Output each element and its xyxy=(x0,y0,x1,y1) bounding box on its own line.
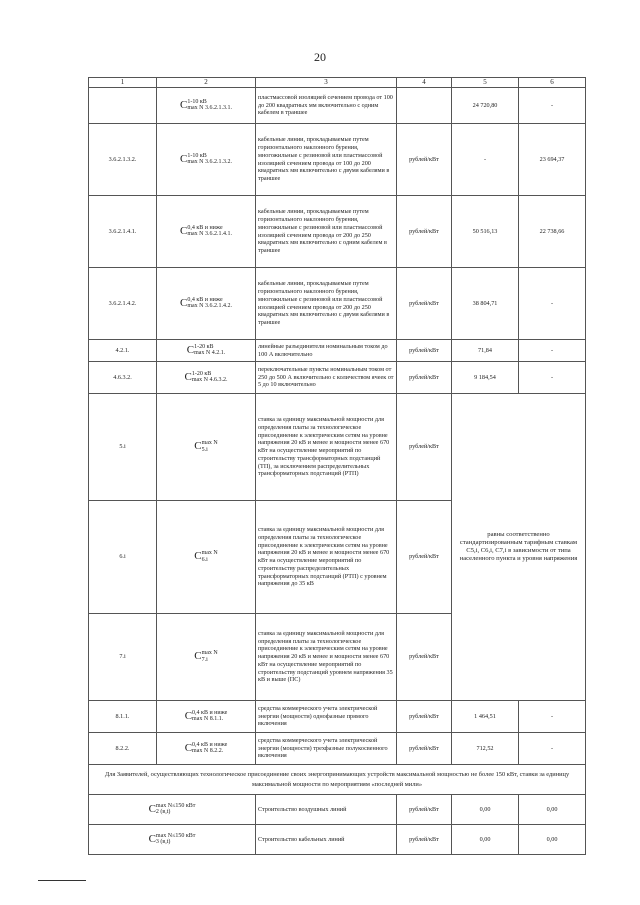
header-cell: 2 xyxy=(157,78,256,88)
unit-cell: рублей/кВт xyxy=(397,196,452,268)
item-description: Строительство воздушных линий xyxy=(256,795,397,825)
header-row xyxy=(89,78,586,88)
symbol-subscript: max N 8.2.2. xyxy=(192,748,224,755)
item-description: переключательные пункты номинальным током от 250 до 500 А включительно с количеством ячеек от 5 до 10 включительно xyxy=(256,362,397,394)
symbol-superscript: 0,4 кВ и ниже xyxy=(192,709,228,716)
value-cell: - xyxy=(452,124,519,196)
symbol-superscript: max N xyxy=(201,440,218,447)
table-row xyxy=(89,701,586,733)
value-cell: 0,00 xyxy=(452,795,519,825)
footnote-rule xyxy=(38,880,86,881)
table-row xyxy=(89,88,586,124)
symbol-superscript: max N≤150 кВт xyxy=(155,833,196,840)
symbol-subscript: 6.i xyxy=(201,556,208,563)
item-description: средства коммерческого учета электрической энергии (мощности) однофазные прямого включения xyxy=(256,701,397,733)
table-row xyxy=(89,795,586,825)
header-cell: 3 xyxy=(256,78,397,88)
item-number: 5.i xyxy=(89,394,157,501)
unit-cell: рублей/кВт xyxy=(397,362,452,394)
rate-symbol: Cmax N≤150 кВт 2 (в,t) xyxy=(89,795,256,825)
value-cell: 9 184,54 xyxy=(452,362,519,394)
item-number: 6.i xyxy=(89,501,157,614)
rate-symbol: C0,4 кВ и ниже max N 3.6.2.1.4.2. xyxy=(157,268,256,340)
header-cell: 1 xyxy=(89,78,157,88)
value-cell: 0,00 xyxy=(519,825,586,855)
item-number: 7.i xyxy=(89,614,157,701)
symbol-subscript: max N 4.2.1. xyxy=(194,350,226,357)
symbol-superscript: 0,4 кВ и ниже xyxy=(187,224,223,231)
symbol-superscript: 1-20 кВ xyxy=(194,343,214,350)
symbol-superscript: max N≤150 кВт xyxy=(155,803,196,810)
unit-cell: рублей/кВт xyxy=(397,701,452,733)
symbol-subscript: 7.i xyxy=(201,656,208,663)
symbol-subscript: max N 3.6.2.1.4.1. xyxy=(187,231,232,238)
table-row xyxy=(89,825,586,855)
symbol-subscript: max N 3.6.2.1.4.2. xyxy=(187,303,232,310)
symbol-subscript: max N 3.6.2.1.3.1. xyxy=(187,105,232,112)
unit-cell xyxy=(397,88,452,124)
value-cell: - xyxy=(519,701,586,733)
symbol-superscript: 0,4 кВ и ниже xyxy=(187,296,223,303)
symbol-superscript: max N xyxy=(201,650,218,657)
table-row xyxy=(89,394,586,501)
table-row xyxy=(89,733,586,765)
table-row xyxy=(89,268,586,340)
item-description: кабельные линии, прокладываемые путем горизонтального наклонного бурения, многожильные с резиновой или пластмассовой изоляцией сечением провода от 100 до 200 квадратных мм включительно с двумя кабелями в траншее xyxy=(256,124,397,196)
item-description: Строительство кабельных линий xyxy=(256,825,397,855)
symbol-subscript: 3 (в,t) xyxy=(155,839,171,846)
item-description: ставка за единицу максимальной мощности для определения платы за технологическое присоединение к электрическим сетям на уровне напряжения 20 кВ и менее и мощности менее 670 кВт на осуществление мероприятий по строительству трансформаторных подстанций (ТП), за исключением распределительных трансформаторных подстанций (РТП) xyxy=(256,394,397,501)
symbol-subscript: 2 (в,t) xyxy=(155,809,171,816)
unit-cell: рублей/кВт xyxy=(397,501,452,614)
item-description: кабельные линии, прокладываемые путем горизонтального наклонного бурения, многожильные с резиновой или пластмассовой изоляцией сечением провода от 200 до 250 квадратных мм включительно с двумя кабелями в траншее xyxy=(256,268,397,340)
symbol-subscript: max N 3.6.2.1.3.2. xyxy=(187,159,232,166)
unit-cell: рублей/кВт xyxy=(397,795,452,825)
value-cell: - xyxy=(519,733,586,765)
item-description: пластмассовой изоляцией сечением провода от 100 до 200 квадратных мм включительно с одним кабелем в траншее xyxy=(256,88,397,124)
symbol-superscript: 1-10 кВ xyxy=(187,98,207,105)
item-description: средства коммерческого учета электрической энергии (мощности) трехфазные полукосвенного включения xyxy=(256,733,397,765)
value-cell: 24 720,80 xyxy=(452,88,519,124)
item-description: ставка за единицу максимальной мощности для определения платы за технологическое присоединение к электрическим сетям на уровне напряжения 20 кВ и менее и мощности менее 670 кВт на осуществление мероприятий по строительству распределительных трансформаторных подстанций (РТП) с уровнем напряжения до 35 кВ xyxy=(256,501,397,614)
value-cell: 712,52 xyxy=(452,733,519,765)
unit-cell: рублей/кВт xyxy=(397,825,452,855)
symbol-superscript: max N xyxy=(201,550,218,557)
value-cell: 22 738,66 xyxy=(519,196,586,268)
rate-symbol: C1-10 кВ max N 3.6.2.1.3.2. xyxy=(157,124,256,196)
header-cell: 6 xyxy=(519,78,586,88)
value-cell: 71,84 xyxy=(452,340,519,362)
note-row xyxy=(89,765,586,795)
last-mile-note: Для Заявителей, осуществляющих технологическое присоединение своих энергопринимающих устройств максимальной мощностью не более 150 кВт, ставки за единицу максимальной мощности по мероприятиям «последней мили» xyxy=(89,765,586,795)
symbol-superscript: 1-10 кВ xyxy=(187,152,207,159)
tariff-table xyxy=(88,77,586,855)
value-cell: 0,00 xyxy=(452,825,519,855)
rate-symbol: C0,4 кВ и ниже max N 8.2.2. xyxy=(157,733,256,765)
symbol-subscript: 5.i xyxy=(201,446,208,453)
item-number: 3.6.2.1.4.2. xyxy=(89,268,157,340)
value-cell: 38 804,71 xyxy=(452,268,519,340)
unit-cell: рублей/кВт xyxy=(397,124,452,196)
item-number: 3.6.2.1.3.2. xyxy=(89,124,157,196)
rate-symbol: C1-10 кВ max N 3.6.2.1.3.1. xyxy=(157,88,256,124)
table-row xyxy=(89,362,586,394)
rate-symbol: Cmax N 6.i xyxy=(157,501,256,614)
symbol-subscript: max N 4.6.3.2. xyxy=(191,377,228,384)
rate-symbol: Cmax N 5.i xyxy=(157,394,256,501)
table-row xyxy=(89,124,586,196)
item-number: 8.1.1. xyxy=(89,701,157,733)
unit-cell: рублей/кВт xyxy=(397,268,452,340)
item-description: кабельные линии, прокладываемые путем горизонтального наклонного бурения, многожильные с резиновой или пластмассовой изоляцией сечением провода от 200 до 250 квадратных мм включительно с одним кабелем в траншее xyxy=(256,196,397,268)
item-number xyxy=(89,88,157,124)
rate-symbol: C1-20 кВ max N 4.2.1. xyxy=(157,340,256,362)
item-number: 8.2.2. xyxy=(89,733,157,765)
header-cell: 5 xyxy=(452,78,519,88)
rate-symbol: C1-20 кВ max N 4.6.3.2. xyxy=(157,362,256,394)
item-description: линейные разъединители номинальным током до 100 А включительно xyxy=(256,340,397,362)
header-cell: 4 xyxy=(397,78,452,88)
table-row xyxy=(89,196,586,268)
value-cell: 50 516,13 xyxy=(452,196,519,268)
value-cell: - xyxy=(519,268,586,340)
item-number: 4.6.3.2. xyxy=(89,362,157,394)
page-number: 20 xyxy=(314,50,326,64)
unit-cell: рублей/кВт xyxy=(397,340,452,362)
item-description: ставка за единицу максимальной мощности для определения платы за технологическое присоединение к электрическим сетям на уровне напряжения 20 кВ и менее и мощности менее 670 кВт на осуществление мероприятий по строительству подстанций уровнем напряжения 35 кВ и выше (ПС) xyxy=(256,614,397,701)
symbol-superscript: 0,4 кВ и ниже xyxy=(192,741,228,748)
unit-cell: рублей/кВт xyxy=(397,614,452,701)
value-cell: 0,00 xyxy=(519,795,586,825)
value-cell: - xyxy=(519,88,586,124)
merged-rate-note: равны соответственно стандартизированным тарифным ставкам C5,i, C6,i, C7,i в зависимости от типа населенного пункта и уровня напряжения xyxy=(452,394,586,701)
value-cell: 1 464,51 xyxy=(452,701,519,733)
unit-cell: рублей/кВт xyxy=(397,733,452,765)
item-number: 3.6.2.1.4.1. xyxy=(89,196,157,268)
value-cell: - xyxy=(519,362,586,394)
item-number: 4.2.1. xyxy=(89,340,157,362)
symbol-superscript: 1-20 кВ xyxy=(191,370,212,377)
rate-symbol: Cmax N≤150 кВт 3 (в,t) xyxy=(89,825,256,855)
unit-cell: рублей/кВт xyxy=(397,394,452,501)
rate-symbol: C0,4 кВ и ниже max N 3.6.2.1.4.1. xyxy=(157,196,256,268)
rate-symbol: Cmax N 7.i xyxy=(157,614,256,701)
table-row xyxy=(89,340,586,362)
value-cell: - xyxy=(519,340,586,362)
rate-symbol: C0,4 кВ и ниже max N 8.1.1. xyxy=(157,701,256,733)
symbol-subscript: max N 8.1.1. xyxy=(192,716,224,723)
value-cell: 23 694,37 xyxy=(519,124,586,196)
